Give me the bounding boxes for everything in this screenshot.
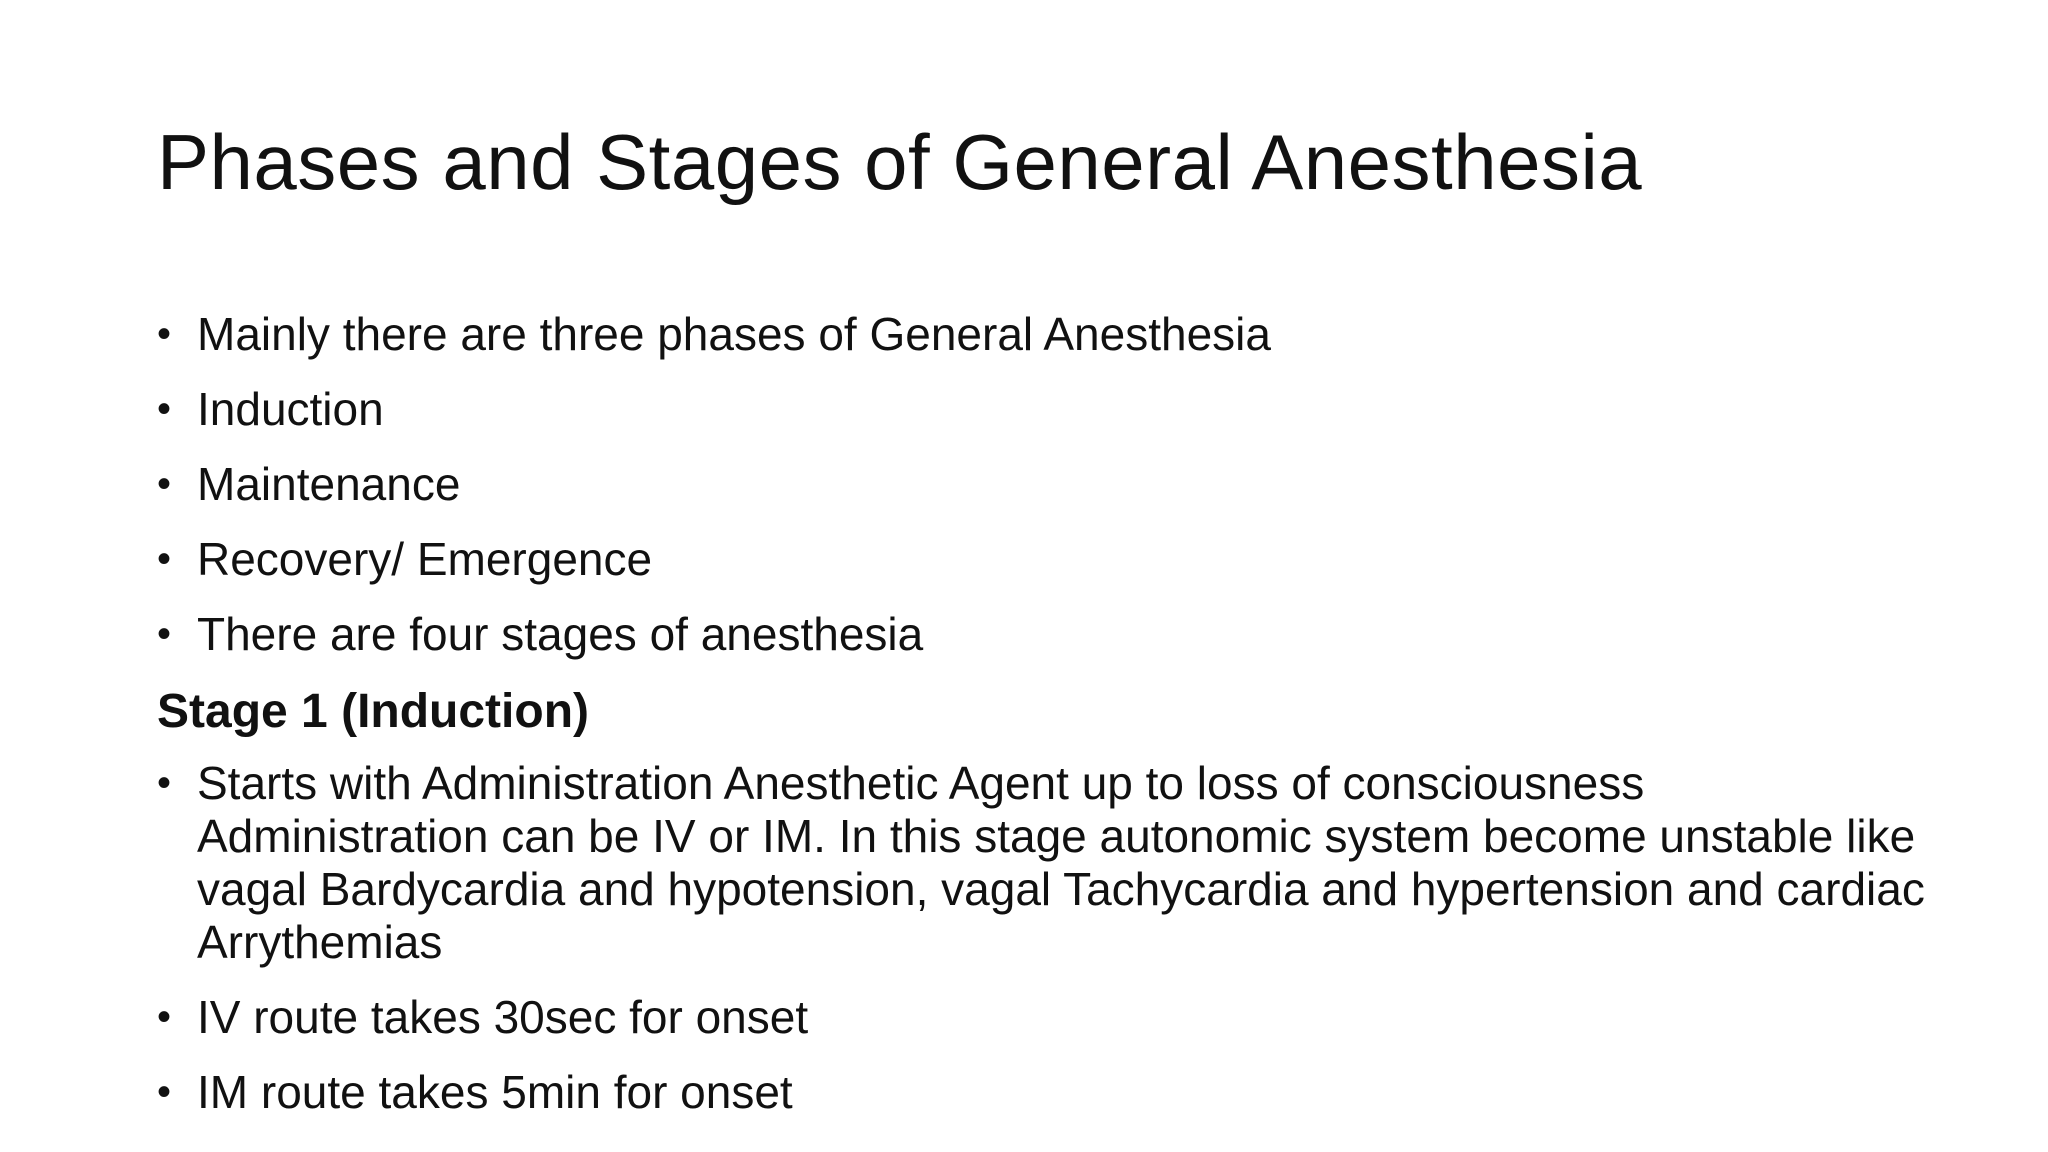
bullet-icon: • — [157, 537, 172, 581]
bullet-icon: • — [157, 995, 172, 1039]
bullet-icon: • — [157, 612, 172, 656]
bullet-icon: • — [157, 462, 172, 506]
bullet-text: Mainly there are three phases of General Anesthesia — [197, 308, 1271, 360]
bullet-text: Recovery/ Emergence — [197, 533, 653, 585]
bullet-text: Maintenance — [197, 458, 461, 510]
slide-body — [157, 308, 1937, 1141]
stage-heading: Stage 1 (Induction) — [157, 685, 589, 738]
slide-title: Phases and Stages of General Anesthesia — [157, 118, 1643, 206]
bullet-item — [157, 991, 1937, 1044]
bullet-icon: • — [157, 761, 172, 805]
bullet-item — [157, 1066, 1937, 1119]
bullet-icon: • — [157, 1070, 172, 1114]
bullet-item — [157, 308, 1937, 361]
bullet-icon: • — [157, 387, 172, 431]
bullet-text: Induction — [197, 383, 384, 435]
bullet-text: IV route takes 30sec for onset — [197, 991, 809, 1043]
bullet-item — [157, 757, 1937, 969]
bullet-icon: • — [157, 312, 172, 356]
bullet-item — [157, 533, 1937, 586]
bullet-item — [157, 608, 1937, 661]
bullet-item — [157, 458, 1937, 511]
bullet-text: IM route takes 5min for onset — [197, 1066, 793, 1118]
bullet-text: Starts with Administration Anesthetic Agent up to loss of consciousness Administration can be IV or IM. In this stage autonomic system become unstable like vagal Bardycardia and hypotension, vagal Tachycardia and hypertension and cardiac Arrythemias — [197, 757, 1925, 968]
bullet-item — [157, 383, 1937, 436]
bullet-text: There are four stages of anesthesia — [197, 608, 924, 660]
